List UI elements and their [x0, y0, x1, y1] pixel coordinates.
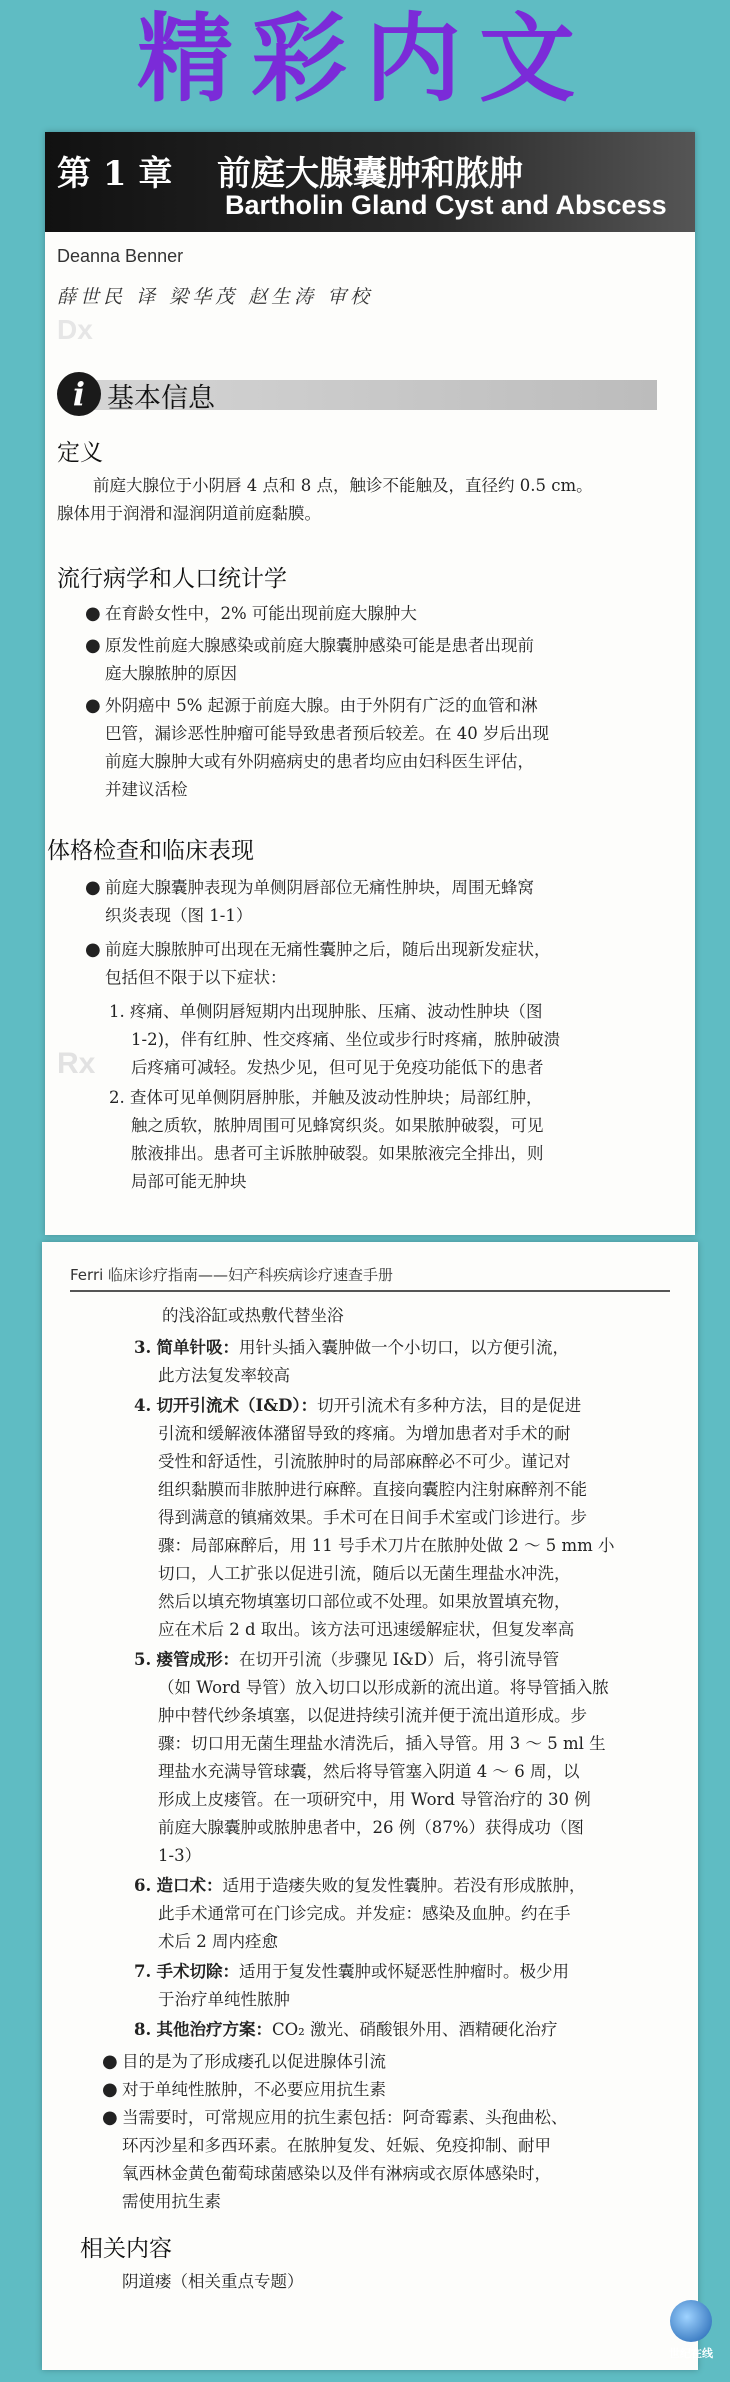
treatment-line: 于治疗单纯性脓肿 [158, 1990, 290, 2009]
treatment-item [134, 1646, 679, 1870]
info-icon: i [57, 372, 101, 416]
treatment-line: 形成上皮瘘管。在一项研究中，用 Word 导管治疗的 30 例 [158, 1790, 591, 1809]
bullet-icon: ● [85, 939, 101, 960]
list-item-line: 目的是为了形成瘘孔以促进腺体引流 [122, 2052, 386, 2071]
header-rule [70, 1290, 670, 1292]
treatment-line [134, 1646, 679, 1674]
treatment-line: 此方法复发率较高 [158, 1366, 290, 1385]
globe-icon [670, 2300, 712, 2342]
treatment-list [134, 1334, 679, 2046]
treatment-line: 理盐水充满导管球囊，然后将导管塞入阴道 4 ～ 6 周，以 [158, 1762, 580, 1781]
list-item [102, 2076, 682, 2104]
treatment-line: 肿中替代纱条填塞，以促进持续引流并便于流出道形成。步 [158, 1706, 587, 1725]
list-item-line: 前庭大腺肿大或有外阴癌病史的患者均应由妇科医生评估， [105, 752, 534, 771]
list-item-line: 原发性前庭大腺感染或前庭大腺囊肿感染可能是患者出现前 [105, 636, 534, 655]
treatment-line [134, 2016, 679, 2044]
bullet-icon: ● [85, 695, 101, 716]
treatment-number: 3. [134, 1338, 152, 1357]
list-item [85, 632, 685, 688]
bullet-icon: ● [102, 2079, 118, 2100]
treatment-line: 切口，人工扩张以促进引流，随后以无菌生理盐水冲洗， [158, 1564, 571, 1583]
list-item [102, 2048, 682, 2076]
treatment-title: 瘘管成形： [156, 1650, 239, 1669]
treatment-number: 7. [134, 1962, 152, 1981]
treatment-text: 适用于复发性囊肿或怀疑恶性肿瘤时。极少用 [238, 1962, 569, 1981]
definition-line: 腺体用于润滑和湿润阴道前庭黏膜。 [57, 504, 321, 523]
site-logo [660, 2300, 722, 2370]
treatment-number: 5. [134, 1650, 152, 1669]
list-item [85, 936, 685, 992]
list-item-line: 并建议活检 [105, 780, 188, 799]
treatment-line: 骤：切口用无菌生理盐水清洗后，插入导管。用 3 ～ 5 ml 生 [158, 1734, 606, 1753]
treatment-line: （如 Word 导管）放入切口以形成新的流出道。将导管插入脓 [158, 1678, 609, 1697]
sub-list-item [109, 1084, 689, 1196]
list-item [85, 874, 685, 930]
banner-title: 精彩内文 [137, 3, 593, 115]
list-item-line: 环丙沙星和多西环素。在脓肿复发、妊娠、免疫抑制、耐甲 [122, 2136, 551, 2155]
translators: 薛世民 译 梁华茂 赵生涛 审校 [57, 286, 374, 308]
definition-text [57, 472, 685, 528]
chapter-label: 第 1 章 [57, 154, 173, 194]
basic-info-header [57, 372, 657, 416]
banner [0, 0, 730, 125]
bullet-icon: ● [85, 635, 101, 656]
book-page-2 [42, 1242, 698, 2370]
bullet-icon: ● [102, 2051, 118, 2072]
epidemiology-heading: 流行病学和人口统计学 [57, 566, 287, 592]
treatment-line: 应在术后 2 d 取出。该方法可迅速缓解症状，但复发率高 [158, 1620, 575, 1639]
list-item [102, 2104, 682, 2216]
treatment-line: 术后 2 周内痊愈 [158, 1932, 278, 1951]
sub-list-line: 局部可能无肿块 [131, 1172, 247, 1191]
list-item [85, 692, 685, 804]
chapter-title-en: Bartholin Gland Cyst and Abscess [225, 190, 667, 220]
treatment-line [134, 1872, 679, 1900]
sub-list-line: 脓液排出。患者可主诉脓肿破裂。如果脓液完全排出，则 [131, 1144, 544, 1163]
list-item-line: 氧西林金黄色葡萄球菌感染以及伴有淋病或衣原体感染时， [122, 2164, 551, 2183]
author: Deanna Benner [57, 246, 184, 266]
continuation-line: 的浅浴缸或热敷代替坐浴 [162, 1306, 344, 1325]
treatment-text: 在切开引流（步骤见 I&D）后，将引流导管 [238, 1650, 560, 1669]
sub-list-item [109, 998, 689, 1082]
list-item-line: 织炎表现（图 1-1） [105, 906, 253, 925]
treatment-item [134, 1958, 679, 2014]
list-item-line: 前庭大腺脓肿可出现在无痛性囊肿之后，随后出现新发症状， [105, 940, 551, 959]
chapter-title-cn: 前庭大腺囊肿和脓肿 [217, 154, 523, 194]
treatment-item [134, 2016, 679, 2044]
treatment-line: 组织黏膜而非脓肿进行麻醉。直接向囊腔内注射麻醉剂不能 [158, 1480, 587, 1499]
sub-list-line: 触之质软，脓肿周围可见蜂窝织炎。如果脓肿破裂，可见 [131, 1116, 544, 1135]
logo-text: 世纪在线 [669, 2347, 713, 2360]
definition-line: 前庭大腺位于小阴唇 4 点和 8 点，触诊不能触及，直径约 0.5 cm。 [93, 476, 593, 495]
treatment-line: 此手术通常可在门诊完成。并发症：感染及血肿。约在手 [158, 1904, 571, 1923]
sub-list-line: 1-2)，伴有红肿、性交疼痛、坐位或步行时疼痛，脓肿破溃 [131, 1030, 561, 1049]
bullet-list [102, 2048, 682, 2216]
bullet-icon: ● [102, 2107, 118, 2128]
dx-watermark: Dx [57, 314, 93, 345]
list-item-line: 外阴癌中 5% 起源于前庭大腺。由于外阴有广泛的血管和淋 [105, 696, 538, 715]
treatment-line [134, 1334, 679, 1362]
bullet-icon: ● [85, 877, 101, 898]
treatment-line: 前庭大腺囊肿或脓肿患者中，26 例（87%）获得成功（图 [158, 1818, 584, 1837]
treatment-text: CO₂ 激光、硝酸银外用、酒精硬化治疗 [271, 2020, 558, 2039]
list-item-line: 对于单纯性脓肿，不必要应用抗生素 [122, 2080, 386, 2099]
treatment-item [134, 1334, 679, 1390]
treatment-line: 引流和缓解液体潴留导致的疼痛。为增加患者对手术的耐 [158, 1424, 571, 1443]
treatment-item [134, 1392, 679, 1644]
treatment-text: 适用于造瘘失败的复发性囊肿。若没有形成脓肿， [222, 1876, 586, 1895]
related-text: 阴道瘘（相关重点专题） [122, 2272, 304, 2291]
treatment-line: 然后以填充物填塞切口部位或不处理。如果放置填充物， [158, 1592, 571, 1611]
related-heading: 相关内容 [80, 2236, 172, 2262]
treatment-item [134, 1872, 679, 1956]
treatment-line: 得到满意的镇痛效果。手术可在日间手术室或门诊进行。步 [158, 1508, 587, 1527]
treatment-number: 4. [134, 1396, 152, 1415]
list-item-line: 当需要时，可常规应用的抗生素包括：阿奇霉素、头孢曲松、 [122, 2108, 568, 2127]
treatment-line: 骤：局部麻醉后，用 11 号手术刀片在脓肿处做 2 ～ 5 mm 小 [158, 1536, 615, 1555]
sub-list-line: 1. 疼痛、单侧阴唇短期内出现肿胀、压痛、波动性肿块（图 [109, 1002, 543, 1021]
treatment-line: 1-3） [158, 1846, 202, 1865]
treatment-text: 切开引流术有多种方法，目的是促进 [317, 1396, 582, 1415]
list-item-line: 庭大腺脓肿的原因 [105, 664, 237, 683]
running-head: Ferri 临床诊疗指南——妇产科疾病诊疗速查手册 [70, 1266, 394, 1284]
treatment-line [134, 1958, 679, 1986]
bullet-icon: ● [85, 603, 101, 624]
sub-list-line: 后疼痛可减轻。发热少见，但可见于免疫功能低下的患者 [131, 1058, 544, 1077]
treatment-line: 受性和舒适性，引流脓肿时的局部麻醉必不可少。谨记对 [158, 1452, 571, 1471]
list-item-line: 在育龄女性中，2% 可能出现前庭大腺肿大 [105, 604, 417, 623]
treatment-text: 用针头插入囊肿做一个小切口，以方便引流， [238, 1338, 569, 1357]
treatment-title: 其他治疗方案： [156, 2020, 272, 2039]
treatment-number: 8. [134, 2020, 152, 2039]
rx-watermark: Rx [57, 1047, 96, 1080]
list-item [85, 600, 685, 628]
treatment-title: 造口术： [156, 1876, 223, 1895]
treatment-title: 切开引流术（I&D）： [156, 1396, 318, 1415]
treatment-title: 手术切除： [156, 1962, 239, 1981]
treatment-title: 简单针吸： [156, 1338, 239, 1357]
treatment-line [134, 1392, 679, 1420]
book-page-1 [45, 132, 695, 1235]
definition-heading: 定义 [57, 440, 103, 466]
list-item-line: 前庭大腺囊肿表现为单侧阴唇部位无痛性肿块，周围无蜂窝 [105, 878, 534, 897]
chapter-header [45, 132, 695, 232]
sub-list-line: 2. 查体可见单侧阴唇肿胀，并触及波动性肿块；局部红肿， [109, 1088, 543, 1107]
list-item-line: 需使用抗生素 [122, 2192, 221, 2211]
list-item-line: 巴管，漏诊恶性肿瘤可能导致患者预后较差。在 40 岁后出现 [105, 724, 549, 743]
treatment-number: 6. [134, 1876, 152, 1895]
exam-heading: 体格检查和临床表现 [47, 838, 254, 864]
list-item-line: 包括但不限于以下症状： [105, 968, 287, 987]
info-header-text: 基本信息 [107, 383, 215, 414]
